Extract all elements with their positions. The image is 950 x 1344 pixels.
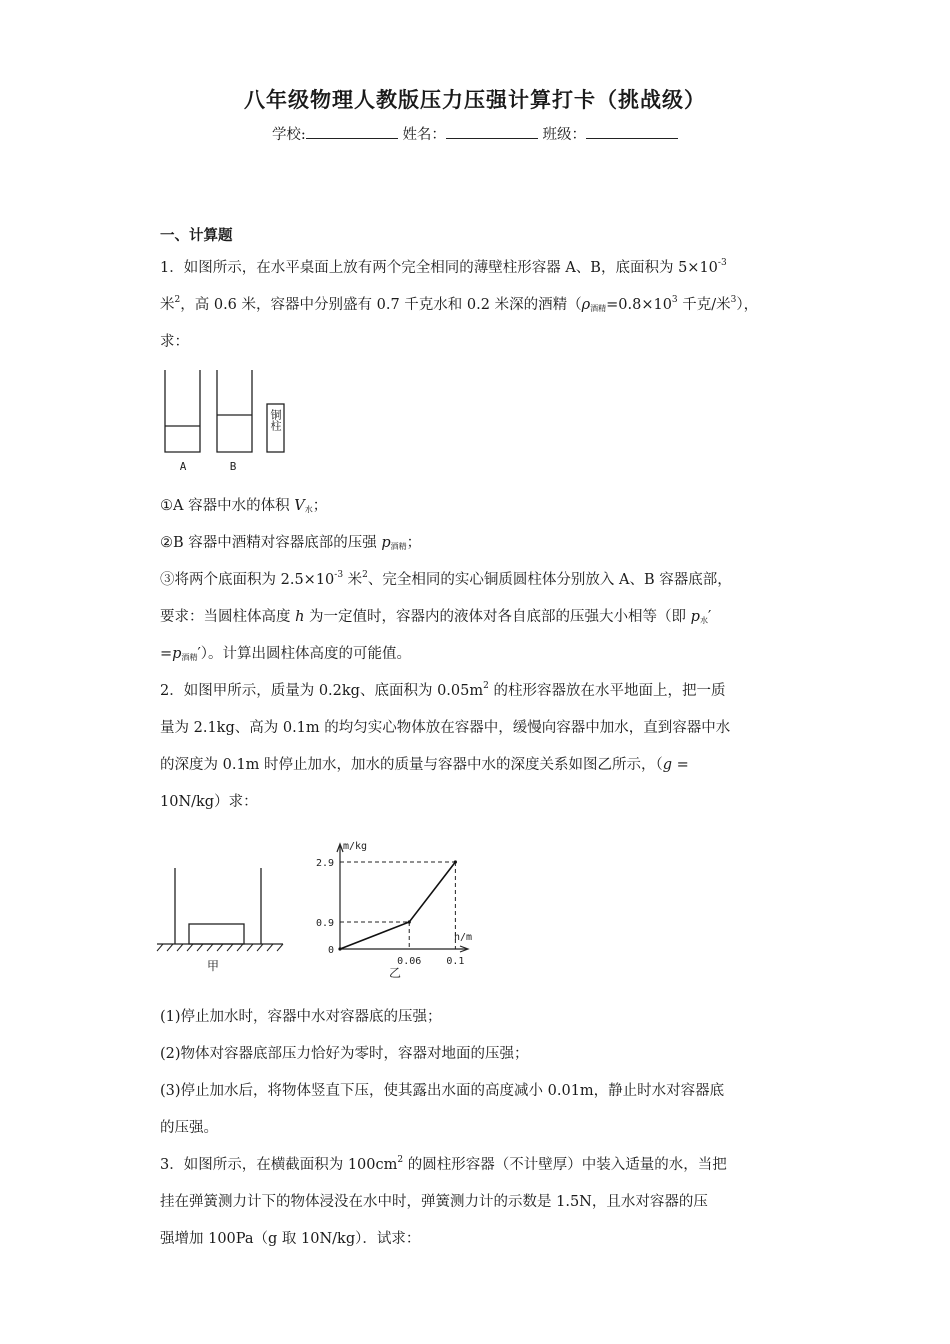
p-subscript: 酒精 [181,653,198,662]
x-tick-label: 0.1 [446,956,465,967]
data-point-2 [454,860,457,863]
q2-line-3 [160,753,792,774]
q2-sub-1: (1)停止加水时，容器中水对容器底的压强； [160,1009,442,1025]
q1-text: ； [406,535,422,551]
label-b: B [229,460,237,473]
q1-text: 千克/米 [677,297,731,313]
p-symbol: p [172,646,182,662]
q2-exp: 2 [483,681,489,691]
q2-chart-yi [295,836,495,984]
origin-label: 0 [327,945,335,956]
container-walls [175,868,261,944]
q1-text: 为一定值时，容器内的液体对各自底部的压强大小相等（即 [304,609,691,625]
q1-exp: 2 [174,295,181,305]
container-a [165,370,200,452]
q1-text: 、完全相同的实心铜质圆柱体分别放入 A、B 容器底部， [367,572,732,588]
q3-text: 的圆柱形容器（不计壁厚）中装入适量的水，当把 [403,1157,727,1173]
series-line [340,862,455,949]
school-blank [306,124,398,139]
q2-line-2: 量为 2.1kg、高为 0.1m 的均匀实心物体放在容器中，缓慢向容器中加水，直到容器中水 [160,720,731,736]
q2-text: 的柱形容器放在水平地面上，把一质 [488,683,726,699]
y-tick-label: 0.9 [315,918,334,929]
data-point-1 [408,920,411,923]
v-symbol: V [294,498,305,514]
q1-exp: 3 [671,295,678,305]
q1-text: ）， [736,297,759,313]
figure-label-jia: 甲 [206,959,220,973]
q3-line-3: 强增加 100Pa（g 取 10N/kg）．试求： [160,1231,421,1247]
copper-label: 铜柱 [269,409,282,431]
q1-text: 米 [160,297,175,313]
q1-exp: -3 [717,258,727,268]
q1-text: =0.8×10 [606,297,672,313]
q3-line-1 [160,1153,792,1174]
label-a: A [179,460,187,473]
q1-figure-containers [160,364,295,476]
class-blank [586,124,678,139]
q1-line-3: 求： [160,334,189,350]
y-axis-label: m/kg [343,841,368,852]
q2-figure-jia [155,862,285,978]
p-subscript: 水 [699,616,708,625]
p-symbol: p [690,609,700,625]
q3-exp: 2 [397,1155,404,1165]
x-axis-label: h/m [453,932,473,943]
x-tick-label: 0.06 [397,956,422,967]
q1-text: = [160,646,173,662]
q1-sub-2 [160,531,792,552]
q1-sub-3-line-1 [160,568,792,589]
q2-text: 2．如图甲所示，质量为 0.2kg、底面积为 0.05m [160,683,484,699]
q2-line-1 [160,679,792,700]
q1-text: 米 [343,572,363,588]
v-subscript: 水 [304,505,313,514]
student-info-line [0,123,950,144]
q2-text: 的深度为 0.1m 时停止加水，加水的质量与容器中水的深度关系如图乙所示，（ [160,757,663,773]
school-label: 学校: [271,127,306,143]
q1-text: ′ [707,609,712,625]
q1-line-1 [160,256,792,277]
q2-sub-3-line-2: 的压强。 [160,1120,218,1136]
q1-exp: -3 [334,570,344,580]
q1-sub-1 [160,494,792,515]
q1-text: ①A 容器中水的体积 [160,498,295,514]
q3-text: 3．如图所示，在横截面积为 100cm [160,1157,398,1173]
solid-block [189,924,244,944]
q1-text: ，高 0.6 米，容器中分别盛有 0.7 千克水和 0.2 米深的酒精（ [180,297,582,313]
chart-title: 乙 [388,966,402,980]
q1-exp: 2 [362,570,368,580]
g-symbol: g [662,757,673,773]
container-b [217,370,252,452]
name-label: 姓名： [402,127,446,143]
q2-sub-3-line-1: (3)停止加水后，将物体竖直下压，使其露出水面的高度减小 0.01m，静止时水对容器底 [160,1083,725,1099]
q2-sub-2: (2)物体对容器底部压力恰好为零时，容器对地面的压强； [160,1046,529,1062]
q1-text: ②B 容器中酒精对容器底部的压强 [160,535,382,551]
q3-line-2: 挂在弹簧测力计下的物体浸没在水中时，弹簧测力计的示数是 1.5N，且水对容器的压 [160,1194,708,1210]
name-blank [446,124,538,139]
q2-line-4: 10N/kg）求： [160,794,258,810]
rho-subscript: 酒精 [590,304,607,313]
class-label: 班级： [542,127,587,143]
section-title: 一、计算题 [160,228,233,244]
p-subscript: 酒精 [390,542,407,551]
q1-line-2 [160,293,792,314]
p-symbol: p [381,535,391,551]
data-point-0 [338,947,341,950]
q1-exp: 3 [730,295,737,305]
q1-text: ′）。计算出圆柱体高度的可能值。 [197,646,411,662]
y-tick-label: 2.9 [315,858,334,869]
h-symbol: h [295,609,305,625]
q2-text: = [672,757,689,773]
ground-hatching [157,944,283,951]
rho-symbol: ρ [581,297,591,313]
page-title: 八年级物理人教版压力压强计算打卡（挑战级） [244,88,706,112]
q1-text: 1．如图所示，在水平桌面上放有两个完全相同的薄壁柱形容器 A、B，底面积为 5×10 [160,260,718,276]
q1-text: 要求：当圆柱体高度 [160,609,296,625]
q1-sub-3-line-2 [160,605,792,626]
q1-text: ； [312,498,328,514]
q1-text: ③将两个底面积为 2.5×10 [160,572,335,588]
q1-sub-3-line-3 [160,642,792,663]
